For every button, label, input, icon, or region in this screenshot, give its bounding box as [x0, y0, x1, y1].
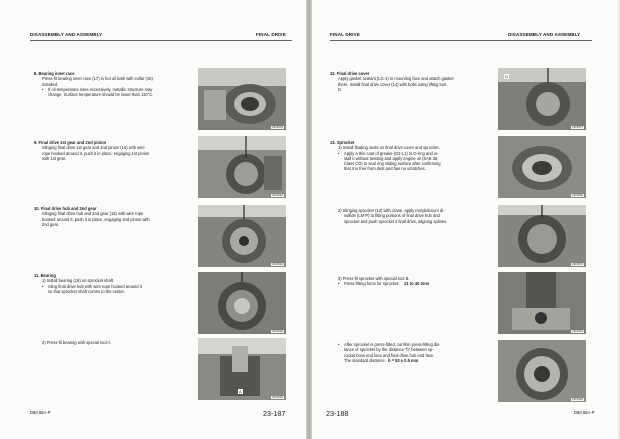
photo-code: 23F0577 — [572, 126, 583, 129]
photo-1st-gear-2nd-pinion — [198, 136, 286, 198]
photo-sprocket-press — [498, 272, 586, 334]
step-13-bullet: • Apply a thin coat of grease (G2-L1) to O-ring and in- — [330, 151, 486, 156]
step-12-body-line: Apply gasket sealant (LG-1) to mounting face and attach gasket — [338, 76, 454, 82]
right-model: D60,65A-P — [574, 410, 595, 415]
step-11-2 — [34, 340, 190, 345]
photo-bearing-install-image — [198, 272, 286, 334]
step-13-4 — [330, 342, 486, 363]
step-10-body-line: hooked around it, push it in place, engaging 2nd pinion with — [42, 216, 150, 222]
step-13-2-line: sprocket and push sprocket it final drive, aligning splines. — [344, 218, 448, 224]
photo-code: 23F0588 — [272, 263, 283, 266]
step-13-3-sub: 3) Press-fit sprocket with special tool B. — [338, 276, 410, 281]
photo-code: 23F0576 — [572, 263, 583, 266]
step-8-body-line: installed. — [42, 81, 59, 87]
step-13-bullet-cont: stall it without twisting and apply engine oil (SAE 30, — [344, 155, 439, 161]
step-13-title: 13. Sprocket — [330, 140, 355, 145]
right-page — [312, 0, 618, 439]
step-10 — [34, 206, 190, 227]
step-11-bullet: • Sling final drive hub with wire rope hooked around it — [34, 284, 190, 289]
step-11-title: 11. Bearing — [34, 273, 56, 278]
step-10-body-line: 2nd gear. — [42, 221, 60, 227]
photo-code: 23F0633 — [272, 126, 283, 129]
photo-bearing-install — [198, 272, 286, 334]
step-8-title: 8. Bearing inner race — [34, 71, 75, 76]
step-13-3 — [330, 276, 486, 287]
step-13-bullet-cont: Class CD) to seal ring sliding surface after confirming — [344, 161, 441, 167]
step-13 — [330, 140, 486, 172]
step-11 — [34, 273, 190, 294]
step-9-body-line: Slinging final drive 1st gear and 2nd pinion (16) with wire — [42, 145, 145, 151]
right-header-rule — [330, 40, 592, 41]
step-10-title: 10. Final drive hub and 2nd gear — [34, 206, 97, 211]
photo-final-drive-cover — [498, 68, 586, 130]
step-12-body-line: there. Install final drive cover (14) with bolts using lifting tool — [338, 81, 447, 87]
photo-sprocket-sling-image — [498, 205, 586, 267]
photo-bearing-inner-race — [198, 68, 286, 130]
step-12-body-line: D. — [338, 86, 343, 92]
step-12 — [330, 71, 486, 92]
press-force-label: Press-fitting force for sprocket: — [344, 281, 400, 287]
step-12-title: 12. Final drive cover — [330, 71, 370, 76]
photo-final-drive-hub-image — [198, 205, 286, 267]
photo-tool-label: D — [505, 74, 508, 79]
step-13-4-bullet-cont: rocket boss end face and final drive hub end face. — [344, 352, 435, 358]
step-13-4-bullet: • After sprocket is press-fitted, confirm press-fitting dis- — [330, 342, 486, 347]
step-13-sub: 1) Install floating seals on final drive cover and sprocket. — [338, 145, 440, 151]
step-9-body-line: rope hooked around it, push it in place, engaging 1st pinion — [42, 150, 150, 156]
photo-sprocket-sling — [498, 205, 586, 267]
step-10-body-line: Slinging final drive hub and 2nd gear (15) with wire rope — [42, 211, 144, 217]
left-header-section: DISASSEMBLY AND ASSEMBLY — [30, 32, 103, 37]
step-8 — [34, 71, 190, 97]
photo-sprocket-press-image — [498, 272, 586, 334]
step-8-bullet-cont: change. Surface temperature should be lower than 110°C. — [48, 92, 154, 98]
photo-tool-label: A — [239, 389, 242, 394]
step-13-3-bullet — [330, 281, 486, 286]
left-header-rule — [30, 40, 292, 41]
step-9 — [34, 140, 190, 161]
left-page-number: 23-187 — [263, 409, 286, 418]
right-header-section: DISASSEMBLY AND ASSEMBLY — [508, 32, 581, 37]
left-page — [0, 0, 306, 439]
step-11-bullet-cont: so that sprocket shaft comes to the center. — [48, 288, 125, 294]
step-13-2-sub: 2) Slinging sprocket (13) with crane, apply molybdenum di- — [338, 208, 445, 213]
step-9-title: 9. Final drive 1st gear and 2nd pinion — [34, 140, 107, 145]
photo-press-fit-distance — [498, 340, 586, 402]
photo-floating-seals — [498, 136, 586, 198]
step-13-4-bullet-cont: tance of sprocket by the distance "h" between sp- — [344, 347, 434, 353]
step-13-bullet-cont: that it is free from dust and has no scratches. — [344, 166, 426, 172]
photo-code: 23F0582 — [572, 398, 583, 401]
photo-floating-seals-image — [498, 136, 586, 198]
step-8-bullet: • If oil temperature rises excessively, metallic structure may — [34, 87, 190, 92]
photo-press-fit-distance-image — [498, 340, 586, 402]
photo-code: 23F0566 — [572, 194, 583, 197]
press-force-value: 21 to 40 tons — [404, 281, 430, 287]
step-8-body-line: Press-fit bearing inner race (17) in hot oil bath with collar (18) — [42, 76, 153, 82]
photo-code: 23F0616 — [272, 194, 283, 197]
photo-final-drive-hub — [198, 205, 286, 267]
left-model: D60,65A-P — [30, 410, 51, 415]
step-13-2-line: sulfide (LM-P) to fitting portions of final drive hub and — [344, 213, 440, 219]
photo-code: 23F0686 — [272, 330, 283, 333]
step-11-2-sub: 2) Press-fit bearing with special tool A. — [42, 340, 112, 345]
step-13-2 — [330, 208, 486, 224]
photo-final-drive-cover-image — [498, 68, 586, 130]
photo-code: 23F0686 — [272, 396, 283, 399]
photo-code: 23F0581 — [572, 330, 583, 333]
photo-press-fit-bearing — [198, 338, 286, 400]
standard-distance-label: The standard distance: — [344, 357, 386, 363]
standard-distance-line — [330, 358, 486, 363]
right-page-number: 23-188 — [326, 409, 349, 418]
standard-distance-value: h = 53 ± 0.5 mm — [387, 357, 419, 363]
step-11-sub: 1) Install bearing (19) on sprocket shaft. — [42, 278, 115, 284]
left-header-chapter: FINAL DRIVE — [256, 32, 286, 37]
photo-1st-gear-2nd-pinion-image — [198, 136, 286, 198]
photo-bearing-inner-race-image — [198, 68, 286, 130]
step-9-body-line: with 1st gear. — [42, 155, 67, 161]
right-header-chapter: FINAL DRIVE — [330, 32, 360, 37]
